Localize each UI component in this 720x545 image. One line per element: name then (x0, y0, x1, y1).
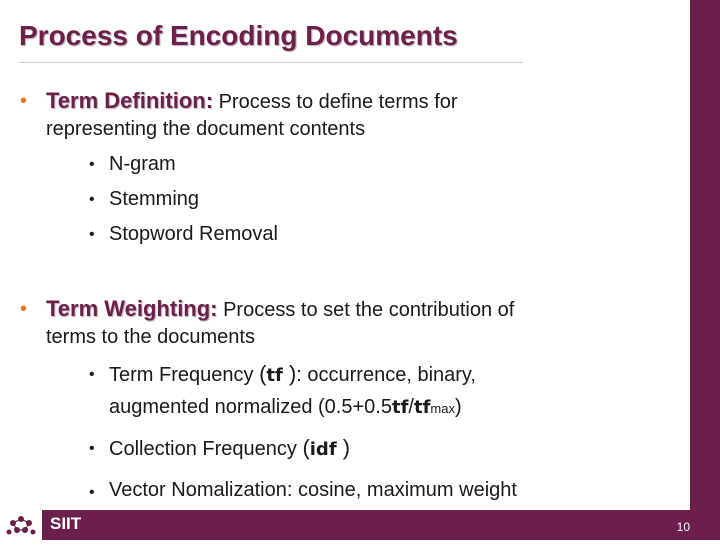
vn-label: Vector Nomalization (109, 479, 287, 501)
page-number: 10 (676, 520, 690, 534)
slide-title: Process of Encoding Documents (19, 20, 458, 51)
tf-desc: : occurrence, binary, (296, 364, 476, 386)
tf-symbol: tf (391, 397, 409, 418)
sub-bullet-icon: • (89, 226, 95, 243)
slash: / (408, 396, 414, 418)
sub-bullet-icon: • (89, 440, 95, 457)
tf-label: Term Frequency (109, 364, 254, 386)
tf-max-subscript: max (430, 401, 455, 416)
footer-org: SIIT (50, 514, 82, 533)
sub-bullet-icon: • (89, 191, 95, 208)
section-2-desc-2: terms to the documents (46, 326, 255, 348)
tf-symbol: tf (413, 397, 431, 418)
list-item: Stemming (109, 188, 200, 210)
cf-label: Collection Frequency (109, 438, 297, 460)
tf-line2-text: augmented normalized (0.5+0.5 (109, 396, 392, 418)
list-item-tf-line2 (109, 396, 462, 419)
list-item-collection-frequency: Collection Frequency (idf ) (109, 435, 351, 460)
section-1-desc-1: Process to define terms for (218, 91, 458, 113)
sub-bullet-icon: • (89, 156, 95, 173)
right-accent-bar (690, 0, 720, 540)
section-2-desc-1: Process to set the contribution of (223, 299, 515, 321)
logo-icon (0, 510, 42, 540)
sub-bullet-icon: • (89, 484, 95, 501)
term-definition-label: Term Definition: (46, 88, 214, 113)
close-paren: ) (454, 396, 462, 418)
bullet-icon: • (20, 90, 28, 112)
list-item: N-gram (109, 153, 176, 175)
list-item-term-frequency: Term Frequency (tf ): occurrence, binary, (109, 361, 476, 386)
tf-symbol: tf (266, 365, 283, 386)
term-weighting-label: Term Weighting: (46, 296, 218, 321)
vn-desc: : cosine, maximum weight (286, 479, 517, 501)
section-1-desc-2: representing the document contents (46, 118, 366, 140)
list-item-vector-normalization (109, 479, 517, 502)
section-1-heading (46, 88, 458, 114)
footer-bar (0, 510, 720, 540)
bullet-icon: • (20, 298, 28, 320)
idf-symbol: idf (309, 439, 337, 460)
title-divider (19, 62, 523, 63)
section-2-heading (46, 296, 514, 322)
siit-logo (0, 510, 42, 540)
sub-bullet-icon: • (89, 366, 95, 383)
list-item: Stopword Removal (109, 223, 278, 245)
